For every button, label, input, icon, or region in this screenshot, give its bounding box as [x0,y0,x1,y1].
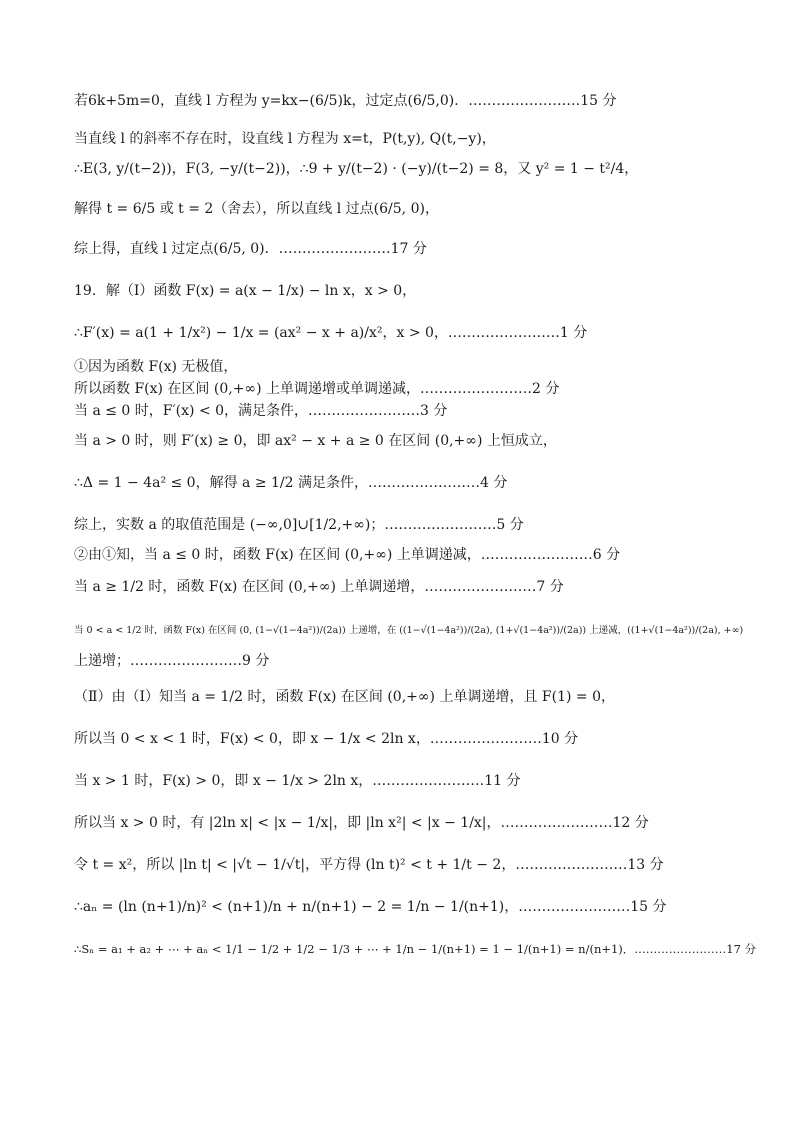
line-text: 若6k+5m=0，直线 l 方程为 y=kx−(6/5)k，过定点(6/5,0)．……………………15 分 [74,93,617,109]
line-text: 当 a > 0 时，则 F′(x) ≥ 0，即 ax² − x + a ≥ 0 在区间 (0,+∞) 上恒成立， [74,433,557,449]
text-line [74,516,744,534]
text-line [74,546,744,564]
text-line [74,688,744,706]
text-line [74,474,744,492]
text-line [74,160,744,178]
line-text: ∴Δ = 1 − 4a² ≤ 0，解得 a ≥ 1/2 满足条件，……………………4 分 [74,475,508,491]
text-line [74,856,744,874]
line-text: 所以当 0 < x < 1 时，F(x) < 0，即 x − 1/x < 2ln x，……………………10 分 [74,731,579,747]
text-line [74,240,744,258]
text-line [74,130,744,148]
text-line [74,324,744,342]
line-text: 所以当 x > 0 时，有 |2ln x| < |x − 1/x|，即 |ln x²| < |x − 1/x|，……………………12 分 [74,815,649,831]
text-line [74,380,744,398]
line-text: 令 t = x²，所以 |ln t| < |√t − 1/√t|，平方得 (ln t)² < t + 1/t − 2，……………………13 分 [74,857,664,873]
text-line [74,402,744,420]
line-text: 当 a ≤ 0 时，F′(x) < 0，满足条件，……………………3 分 [74,403,448,419]
line-text: 当 0 < a < 1/2 时，函数 F(x) 在区间 (0, (1−√(1−4a²))/(2a)) 上递增，在 ((1−√(1−4a²))/(2a), (1+√(1−4a²))/(2a)) 上递减，((1+√(1−4a²))/(2a), +∞) [74,625,744,636]
text-line [74,92,744,110]
line-text: 当 a ≥ 1/2 时，函数 F(x) 在区间 (0,+∞) 上单调递增，……………………7 分 [74,579,564,595]
line-text: 综上，实数 a 的取值范围是 (−∞,0]∪[1/2,+∞)；……………………5 分 [74,517,524,533]
line-text: 19．解（Ⅰ）函数 F(x) = a(x − 1/x) − ln x，x > 0， [74,283,417,299]
line-text: 上递增；……………………9 分 [74,653,270,669]
line-text: 综上得，直线 l 过定点(6/5, 0)．……………………17 分 [74,241,427,257]
line-text: ∴Sₙ = a₁ + a₂ + ⋯ + aₙ < 1/1 − 1/2 + 1/2 − 1/3 + ⋯ + 1/n − 1/(n+1) = 1 − 1/(n+1) = n/(n+1)．……………………17 分 [74,942,757,956]
line-text: （Ⅱ）由（Ⅰ）知当 a = 1/2 时，函数 F(x) 在区间 (0,+∞) 上单调递增，且 F(1) = 0， [74,689,615,705]
text-line [74,898,744,916]
line-text: ∴aₙ = (ln (n+1)/n)² < (n+1)/n + n/(n+1) − 2 = 1/n − 1/(n+1)，……………………15 分 [74,899,667,915]
text-line [74,358,744,376]
line-text: 当直线 l 的斜率不存在时，设直线 l 方程为 x=t，P(t,y), Q(t,−y)， [74,131,496,147]
line-text: 解得 t = 6/5 或 t = 2（舍去），所以直线 l 过点(6/5, 0)， [74,201,439,217]
line-text: 所以函数 F(x) 在区间 (0,+∞) 上单调递增或单调递减，……………………2 分 [74,381,560,397]
text-line [74,652,744,670]
text-line [74,772,744,790]
line-text: ∴F′(x) = a(1 + 1/x²) − 1/x = (ax² − x + a)/x²，x > 0，……………………1 分 [74,325,588,341]
text-line [74,200,744,218]
line-text: 当 x > 1 时，F(x) > 0，即 x − 1/x > 2ln x，……………………11 分 [74,773,521,789]
text-line [74,578,744,596]
text-line [74,814,744,832]
text-line [74,730,744,748]
line-text: ②由①知，当 a ≤ 0 时，函数 F(x) 在区间 (0,+∞) 上单调递减，……………………6 分 [74,547,621,563]
text-line [74,622,744,640]
text-line [74,432,744,450]
line-text: ①因为函数 F(x) 无极值， [74,359,238,375]
text-line [74,282,744,300]
text-line [74,940,757,958]
line-text: ∴E(3, y/(t−2))，F(3, −y/(t−2))，∴9 + y/(t−2) · (−y)/(t−2) = 8，又 y² = 1 − t²/4， [74,161,639,177]
